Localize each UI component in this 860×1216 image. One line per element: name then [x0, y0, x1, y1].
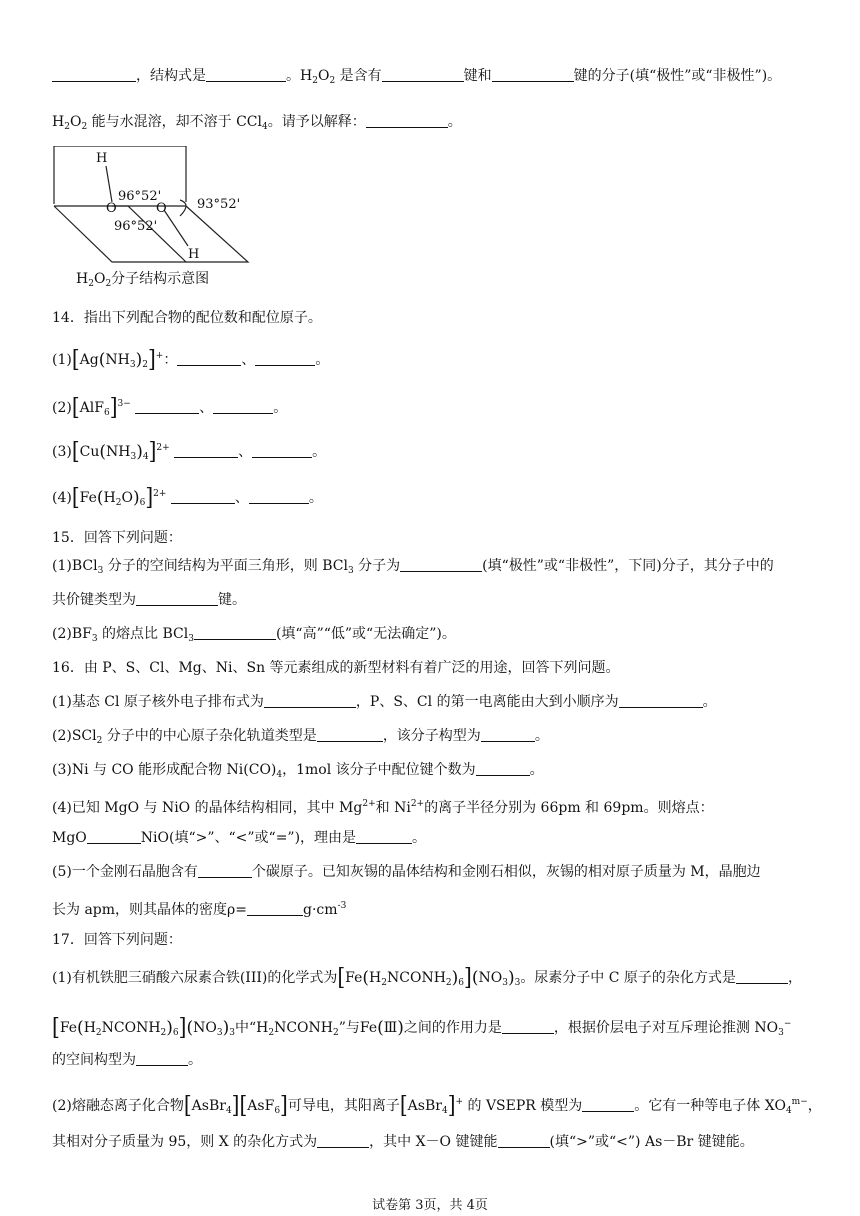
o-atom-left: O [106, 201, 117, 216]
answer-blank[interactable] [174, 443, 238, 458]
answer-blank[interactable] [255, 351, 315, 366]
q16-part-3: (3)Ni 与 CO 能形成配合物 $Ni(CO)_4$，1mol 该分子中配位键个数为 。 [52, 762, 544, 780]
q14-part-3: $(3)[Cu(NH_3)_4]^{2+}$ 、 。 [52, 437, 327, 465]
q17-part-1-cont: $[Fe(H_2NCONH_2)_6](NO_3)_3$中“$H_2NCONH_2$”与Fe(Ⅲ)之间的作用力是 ，根据价层电子对互斥理论推测 $NO_3^-$ [52, 1013, 792, 1041]
answer-blank[interactable] [502, 1019, 554, 1034]
o-atom-right: O [156, 201, 167, 216]
q14-part-4: $(4)[Fe(H_2O)_6]^{2+}$ 、 。 [52, 483, 323, 511]
dihedral-arc [180, 200, 186, 216]
line-h2o2-structure: ，结构式是 。$H_2O_2$ 是含有 键和 键的分子(填“极性”或“非极性”)。 [52, 66, 820, 91]
answer-blank[interactable] [52, 67, 136, 82]
line-h2o2-solubility: $H_2O_2$ 能与水混溶，却不溶于 CCl$_4$。请予以解释： 。 [52, 114, 462, 132]
page-footer: 试卷第 3页，共 4页 [372, 1198, 488, 1213]
answer-blank[interactable] [382, 67, 464, 82]
answer-blank[interactable] [582, 1097, 634, 1112]
question-15-title: 15．回答下列问题： [52, 530, 182, 546]
q16-part-5: (5)一个金刚石晶胞含有 个碳原子。已知灰锡的晶体结构和金刚石相似，灰锡的相对原子质量为 M，晶胞边 [52, 864, 761, 880]
h-atom-top: H [96, 151, 108, 166]
answer-blank[interactable] [476, 761, 530, 776]
question-16-title: 16．由 P、S、Cl、Mg、Ni、Sn 等元素组成的新型材料有着广泛的用途，回答下列问题。 [52, 660, 620, 676]
answer-blank[interactable] [492, 67, 574, 82]
question-14-title: 14．指出下列配合物的配位数和配位原子。 [52, 310, 322, 326]
answer-blank[interactable] [252, 443, 312, 458]
answer-blank[interactable] [356, 829, 412, 844]
bond-angle-bottom: 96°52' [114, 219, 158, 234]
answer-blank[interactable] [249, 489, 309, 504]
h2o2-structure-diagram [52, 146, 252, 266]
h-atom-bottom: H [188, 247, 200, 262]
answer-blank[interactable] [736, 969, 788, 984]
answer-blank[interactable] [317, 1133, 369, 1148]
answer-blank[interactable] [206, 67, 286, 82]
answer-blank[interactable] [136, 591, 218, 606]
answer-blank[interactable] [366, 113, 448, 128]
q17-part-2-cont: 其相对分子质量为 95，则 X 的杂化方式为 ，其中 X－O 键键能 (填“>”或“<”) As－Br 键键能。 [52, 1134, 754, 1150]
q17-part-1-end: 的空间构型为 。 [52, 1052, 202, 1068]
q16-part-2: (2)SCl$_2$ 分子中的中心原子杂化轨道类型是 ，该分子构型为 。 [52, 728, 549, 746]
answer-blank[interactable] [136, 1051, 188, 1066]
answer-blank[interactable] [171, 489, 235, 504]
dihedral-angle: 93°52' [197, 197, 241, 212]
answer-blank[interactable] [194, 625, 276, 640]
q14-part-2: $(2)[AlF_6]^{3-}$ 、 。 [52, 393, 288, 421]
answer-blank[interactable] [619, 693, 703, 708]
answer-blank[interactable] [213, 399, 273, 414]
q16-part-4: (4)已知 MgO 与 NiO 的晶体结构相同，其中 $Mg^{2+}$和 $Ni^{2+}$的离子半径分别为 66pm 和 69pm。则熔点： [52, 799, 714, 816]
answer-blank[interactable] [400, 557, 482, 572]
q15-part-1-cont: 共价键类型为 键。 [52, 592, 246, 608]
q15-part-2: $(2)BF_3$ 的熔点比 BCl$_3$ (填“高”“低”或“无法确定”)。 [52, 626, 456, 644]
q15-part-1: (1)BCl$_3$ 分子的空间结构为平面三角形，则 BCl$_3$ 分子为 (填“极性”或“非极性”，下同)分子，其分子中的 [52, 558, 774, 576]
answer-blank[interactable] [498, 1133, 550, 1148]
answer-blank[interactable] [264, 693, 356, 708]
answer-blank[interactable] [87, 829, 141, 844]
q14-part-1: $(1)[Ag(NH_3)_2]^+$： 、 。 [52, 345, 330, 373]
question-17-title: 17．回答下列问题： [52, 932, 182, 948]
answer-blank[interactable] [481, 727, 535, 742]
o-h-bond-bottom [164, 210, 188, 246]
answer-blank[interactable] [135, 399, 199, 414]
text: ，结构式是 [136, 68, 206, 84]
q16-part-4-cont: MgO NiO(填“>”、“<”或“=”)，理由是 。 [52, 830, 427, 846]
q17-part-1: (1)有机铁肥三硝酸六尿素合铁(III)的化学式为$[Fe(H_2NCONH_2)_6](NO_3)_3$。尿素分子中 C 原子的杂化方式是 ， [52, 963, 802, 991]
answer-blank[interactable] [247, 901, 303, 916]
answer-blank[interactable] [317, 727, 383, 742]
o-h-bond-top [106, 166, 112, 202]
q16-part-5-cont: 长为 apm，则其晶体的密度$\rho= g\cdot cm^{-3}$ [52, 901, 347, 918]
answer-blank[interactable] [198, 863, 252, 878]
answer-blank[interactable] [177, 351, 241, 366]
q17-part-2: (2)熔融态离子化合物[AsBr$_4$][AsF$_6$]可导电，其阳离子[AsBr$_4$]+ 的 VSEPR 模型为 。它有一种等电子体 $XO_4^{m-}$， [52, 1091, 822, 1119]
bond-angle-top: 96°52' [118, 189, 162, 204]
q16-part-1: (1)基态 Cl 原子核外电子排布式为 ，P、S、Cl 的第一电离能由大到小顺序为 。 [52, 694, 717, 710]
figure-caption: $H_2O_2$分子结构示意图 [76, 271, 210, 289]
